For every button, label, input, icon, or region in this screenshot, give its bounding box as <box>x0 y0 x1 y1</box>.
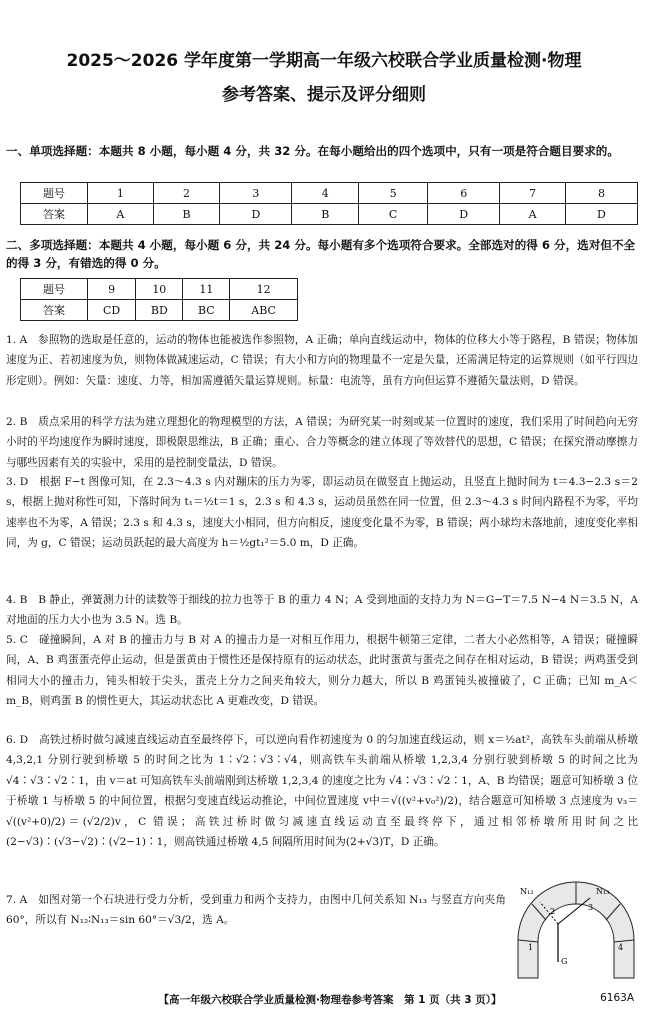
table-cell: 12 <box>230 279 298 300</box>
table-cell: ABC <box>230 300 298 321</box>
explanation-q2: 2. B 质点采用的科学方法为建立理想化的物理模型的方法，A 错误；为研究某一时刻或某一位置时的速度，我们采用了时间趋向无穷小时的平均速度作为瞬时速度，即极限思维法，B 正确；重心、合力等概念的建立体现了等效替代的思想，C 错误；在探究滑动摩擦力与哪些因素有关的实验中，采用的是控制变量法，D 错误。 <box>6 416 638 469</box>
table-cell: D <box>220 204 292 225</box>
footer-code: 6163A <box>600 992 634 1004</box>
figure-label-n13: N₁₃ <box>596 887 610 896</box>
table-cell: B <box>153 204 220 225</box>
figure-label-n12: N₁₂ <box>520 887 534 896</box>
explanation-q1: 1. A 参照物的选取是任意的，运动的物体也能被选作参照物，A 正确；单向直线运动中，物体的位移大小等于路程，B 错误；物体加速度为正、若初速度为负，则物体做减速运动，C 错误；有大小和方向的物理量不一定是矢量，还需满足特定的运算规则（如平行四边形定则）。例如：矢量：速度、力等，相加需遵循矢量运算规则。标量：电流等，虽有方向但运算不遵循矢量法则，D 错误。 <box>6 334 638 387</box>
footer-page-info: 【高一年级六校联合学业质量检测·物理卷参考答案 第 1 页（共 3 页）】 <box>158 994 502 1006</box>
table-cell: C <box>359 204 428 225</box>
section1-heading: 一、单项选择题：本题共 8 小题，每小题 4 分，共 32 分。在每小题给出的四个选项中，只有一项是符合题目要求的。 <box>6 144 619 158</box>
figure-label-1: 1 <box>528 943 534 952</box>
table-cell: A <box>500 204 566 225</box>
stone-arch-figure <box>510 880 642 980</box>
table-cell: 9 <box>88 279 136 300</box>
table-cell: BC <box>183 300 230 321</box>
page-title: 2025～2026 学年度第一学期高一年级六校联合学业质量检测·物理 <box>66 51 582 71</box>
explanation-q7: 7. A 如图对第一个石块进行受力分析，受到重力和两个支持力，由图中几何关系知 N₁₃ 与竖直方向夹角 60°，所以有 N₁₂∶N₁₃＝sin 60°＝√3/2，选 A。 <box>6 894 506 927</box>
table-cell: BD <box>136 300 183 321</box>
table-cell: 4 <box>292 183 359 204</box>
table-cell: 1 <box>88 183 154 204</box>
answer-table-single <box>20 182 638 225</box>
explanation-q4: 4. B B 静止，弹簧测力计的读数等于细线的拉力也等于 B 的重力 4 N；A 受到地面的支持力为 N＝G−T＝7.5 N−4 N＝3.5 N，A 对地面的压力大小也为 3.5 N。选 B。 <box>6 594 638 627</box>
table-cell: B <box>292 204 359 225</box>
section2-heading: 二、多项选择题：本题共 4 小题，每小题 6 分，共 24 分。每小题有多个选项符合要求。全部选对的得 6 分，选对但不全的得 3 分，有错选的得 0 分。 <box>6 238 636 270</box>
table-cell: CD <box>88 300 136 321</box>
figure-label-3: 3 <box>588 903 594 912</box>
table-cell: A <box>88 204 154 225</box>
table-header-cell: 答案 <box>21 204 88 225</box>
explanation-q6: 6. D 高铁过桥时做匀减速直线运动直至最终停下，可以逆向看作初速度为 0 的匀加速直线运动，则 x＝½at²，高铁车头前端从桥墩 4,3,2,1 分别行驶到桥墩 5 的时间之比为 1∶√2∶√3∶√4，则高铁车头前端从桥墩 1,2,3,4 分别行驶到桥墩 5 的时间之比为 √4∶√3∶√2∶1，由 v＝at 可知高铁车头前端刚到达桥墩 1,2,3,4 的速度之比为 √4∶√3∶√2∶1，A、B 均错误；题意可知桥墩 3 位于桥墩 1 与桥墩 5 的中间位置，根据匀变速直线运动推论，中间位置速度 v中＝√((v²+v₀²)/2)，结合题意可知桥墩 3 点速度为 v₃＝√((v²+0)/2)＝(√2/2)v，C 错误；高铁过桥时做匀减速直线运动直至最终停下，通过相邻桥墩所用时间之比(2−√3)∶(√3−√2)∶(√2−1)∶1，则高铁通过桥墩 4,5 间隔所用时间为(2+√3)T，D 正确。 <box>6 734 638 849</box>
table-row <box>21 279 298 300</box>
figure-label-g: G <box>561 957 568 966</box>
table-row <box>21 183 638 204</box>
figure-label-4: 4 <box>618 943 624 952</box>
explanation-q3: 3. D 根据 F−t 图像可知，在 2.3～4.3 s 内对蹦床的压力为零，即运动员在做竖直上抛运动，且竖直上抛时间为 t＝4.3−2.3 s＝2 s，根据上抛对称性可知，下落时间为 t₁＝½t＝1 s，2.3 s 和 4.3 s，运动员虽然在同一位置，但 2.3～4.3 s 时间内路程不为零，平均速率也不为零，A 错误；2.3 s 和 4.3 s，速度大小相同，但方向相反，速度变化量不为零，B 错误；两小球均未落地前，速度变化率相同，为 g，C 错误；运动员跃起的最大高度为 h＝½gt₁²＝5.0 m，D 正确。 <box>6 476 638 550</box>
table-cell: 8 <box>565 183 637 204</box>
answer-table-multi <box>20 278 298 321</box>
table-header-cell: 题号 <box>21 279 88 300</box>
table-cell: 5 <box>359 183 428 204</box>
explanation-q5: 5. C 碰撞瞬间，A 对 B 的撞击力与 B 对 A 的撞击力是一对相互作用力，根据牛顿第三定律，二者大小必然相等，A 错误；碰撞瞬间，A、B 鸡蛋蛋壳停止运动，但是蛋黄由于惯性还是保持原有的运动状态，此时蛋黄与蛋壳之间存在相对运动，B 错误；两鸡蛋受到相同大小的撞击力，钝头相较于尖头，蛋壳上分力之间夹角较大，则分力越大，所以 B 鸡蛋钝头被撞破了，C 正确；已知 m_A＜m_B，则鸡蛋 B 的惯性更大，其运动状态比 A 更难改变，D 错误。 <box>6 634 638 708</box>
table-cell: D <box>565 204 637 225</box>
table-cell: 2 <box>153 183 220 204</box>
table-cell: 3 <box>220 183 292 204</box>
table-cell: 7 <box>500 183 566 204</box>
table-cell: 11 <box>183 279 230 300</box>
table-header-cell: 答案 <box>21 300 88 321</box>
table-cell: D <box>428 204 500 225</box>
table-row <box>21 204 638 225</box>
page-subtitle: 参考答案、提示及评分细则 <box>222 85 426 105</box>
table-header-cell: 题号 <box>21 183 88 204</box>
figure-label-2: 2 <box>550 907 556 916</box>
table-cell: 10 <box>136 279 183 300</box>
table-cell: 6 <box>428 183 500 204</box>
table-row <box>21 300 298 321</box>
